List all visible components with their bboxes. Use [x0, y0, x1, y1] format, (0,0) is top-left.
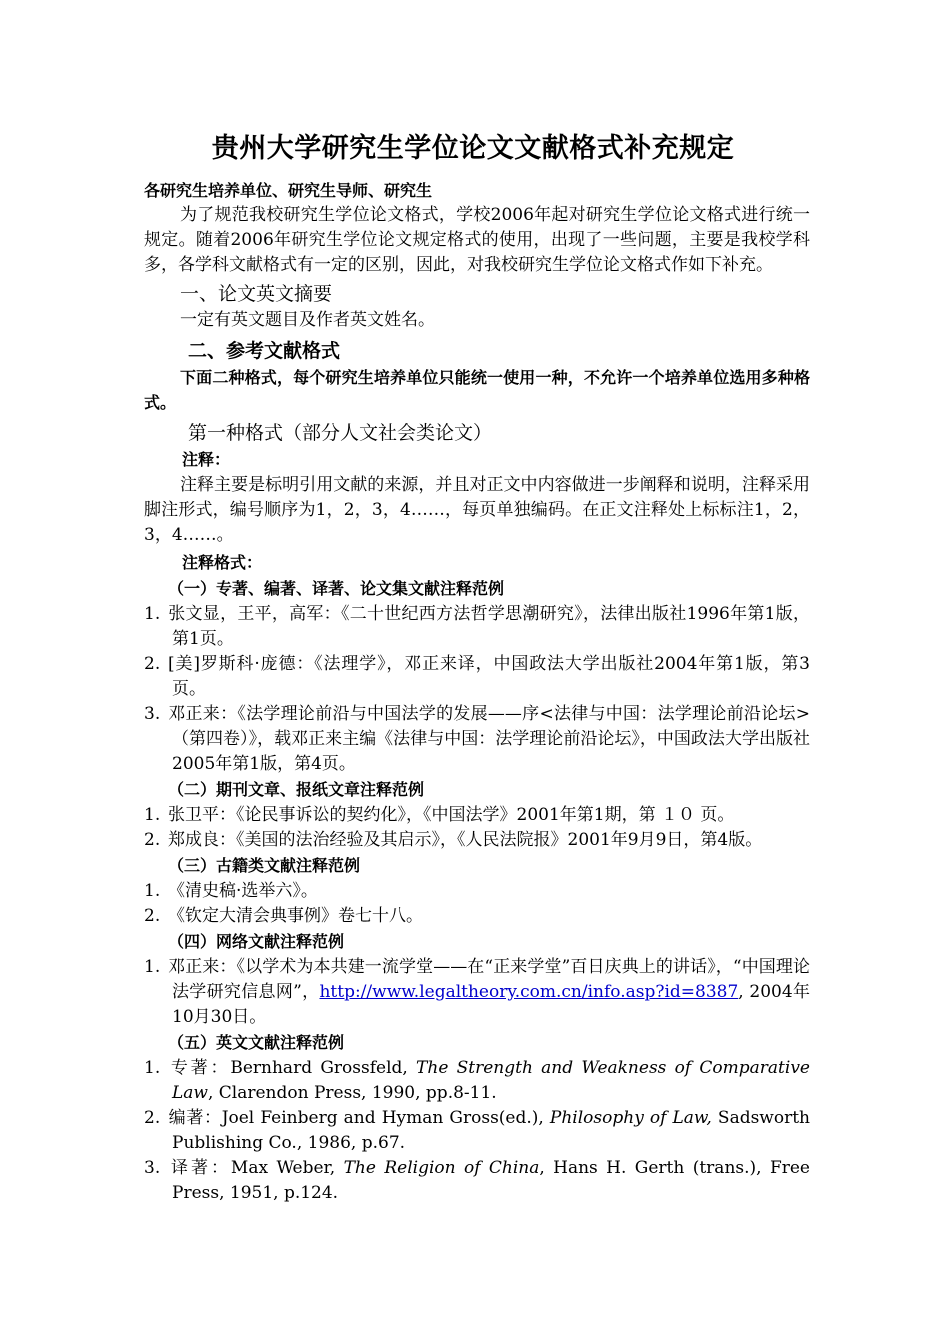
item-text: 张文显，王平，高军：《二十世纪西方法哲学思潮研究》，法律出版社1996年第1版，第1页。 — [168, 604, 810, 649]
cat5-label: （五）英文文献注释范例 — [168, 1033, 345, 1052]
cat2-label: （二）期刊文章、报纸文章注释范例 — [168, 780, 425, 799]
item-number: 1. — [144, 805, 161, 825]
item-publisher: , Hans H. Gerth (trans.), Free Press, 1951, p.124. — [172, 1158, 810, 1203]
list-item — [144, 1106, 810, 1156]
item-text: 译著：Max Weber, — [168, 1158, 344, 1178]
page-title: 贵州大学研究生学位论文文献格式补充规定 — [211, 133, 735, 164]
item-text: 专著：Bernhard Grossfeld, — [168, 1058, 417, 1078]
item-text: 《钦定大清会典事例》卷七十八。 — [168, 906, 423, 926]
item-number: 1. — [144, 957, 161, 977]
notes-text: 注释主要是标明引用文献的来源，并且对正文中内容做进一步阐释和说明，注释采用脚注形式，编号顺序为1，2，3，4……，每页单独编码。在正文注释处上标标注1，2，3，4……。 — [144, 475, 810, 545]
item-number: 3. — [144, 1158, 161, 1178]
book-title: The Strength and Weakness of Comparative Law — [172, 1058, 810, 1103]
item-text: 邓正来：《以学术为本共建一流学堂——在“正来学堂”百日庆典上的讲话》，“中国理论法学研究信息网”， — [168, 957, 810, 1002]
book-title: Philosophy of Law, — [549, 1108, 712, 1128]
cat3-label: （三）古籍类文献注释范例 — [168, 856, 361, 875]
section1-heading: 一、论文英文摘要 — [180, 283, 333, 305]
item-number: 1. — [144, 604, 161, 624]
list-item — [144, 955, 810, 1030]
cat4-label: （四）网络文献注释范例 — [168, 932, 345, 951]
reference-link[interactable]: http://www.legaltheory.com.cn/info.asp?id=8387 — [319, 982, 739, 1002]
item-number: 1. — [144, 1058, 161, 1078]
document-page — [144, 130, 810, 1206]
item-number: 2. — [144, 1108, 161, 1128]
section2-heading: 二、参考文献格式 — [188, 340, 341, 362]
cat1-label: （一）专著、编著、译著、论文集文献注释范例 — [168, 579, 505, 598]
list-item — [144, 904, 810, 929]
item-number: 2. — [144, 906, 161, 926]
format-label: 注释格式： — [182, 553, 263, 572]
item-text: 编著：Joel Feinberg and Hyman Gross(ed.), — [168, 1108, 550, 1128]
list-item — [144, 879, 810, 904]
list-item — [144, 1056, 810, 1106]
item-publisher: , Clarendon Press, 1990, pp.8-11. — [207, 1083, 497, 1103]
format1-heading: 第一种格式（部分人文社会类论文） — [188, 422, 493, 444]
notes-label: 注释： — [182, 450, 231, 469]
section1-text: 一定有英文题目及作者英文姓名。 — [180, 310, 435, 330]
list-item — [144, 803, 810, 828]
section2-text: 下面二种格式，每个研究生培养单位只能统一使用一种，不允许一个培养单位选用多种格式。 — [144, 368, 810, 412]
book-title: The Religion of China — [343, 1158, 540, 1178]
item-text: 张卫平：《论民事诉讼的契约化》，《中国法学》2001年第1期，第 １０ 页。 — [168, 805, 735, 825]
addressee: 各研究生培养单位、研究生导师、研究生 — [144, 181, 433, 200]
item-number: 1. — [144, 881, 161, 901]
item-number: 3. — [144, 704, 161, 724]
item-text: 郑成良：《美国的法治经验及其启示》，《人民法院报》2001年9月9日，第4版。 — [168, 830, 763, 850]
item-date: , 2004年10月30日。 — [172, 982, 810, 1027]
list-item — [144, 828, 810, 853]
item-number: 2. — [144, 830, 161, 850]
item-number: 2. — [144, 654, 161, 674]
list-item — [144, 1156, 810, 1206]
item-text: 邓正来：《法学理论前沿与中国法学的发展——序<法律与中国：法学理论前沿论坛>（第四卷）》，载邓正来主编《法律与中国：法学理论前沿论坛》，中国政法大学出版社2005年第1版，第4页。 — [168, 704, 810, 774]
list-item — [144, 602, 810, 652]
item-publisher: Sadsworth Publishing Co., 1986, p.67. — [172, 1108, 811, 1153]
intro-paragraph: 为了规范我校研究生学位论文格式，学校2006年起对研究生学位论文格式进行统一规定。随着2006年研究生学位论文规定格式的使用，出现了一些问题，主要是我校学科多，各学科文献格式有一定的区别，因此，对我校研究生学位论文格式作如下补充。 — [144, 205, 810, 275]
item-text: [美]罗斯科·庞德：《法理学》，邓正来译，中国政法大学出版社2004年第1版，第3页。 — [168, 654, 810, 699]
list-item — [144, 652, 810, 702]
item-text: 《清史稿·选举六》。 — [168, 881, 318, 901]
list-item — [144, 702, 810, 777]
